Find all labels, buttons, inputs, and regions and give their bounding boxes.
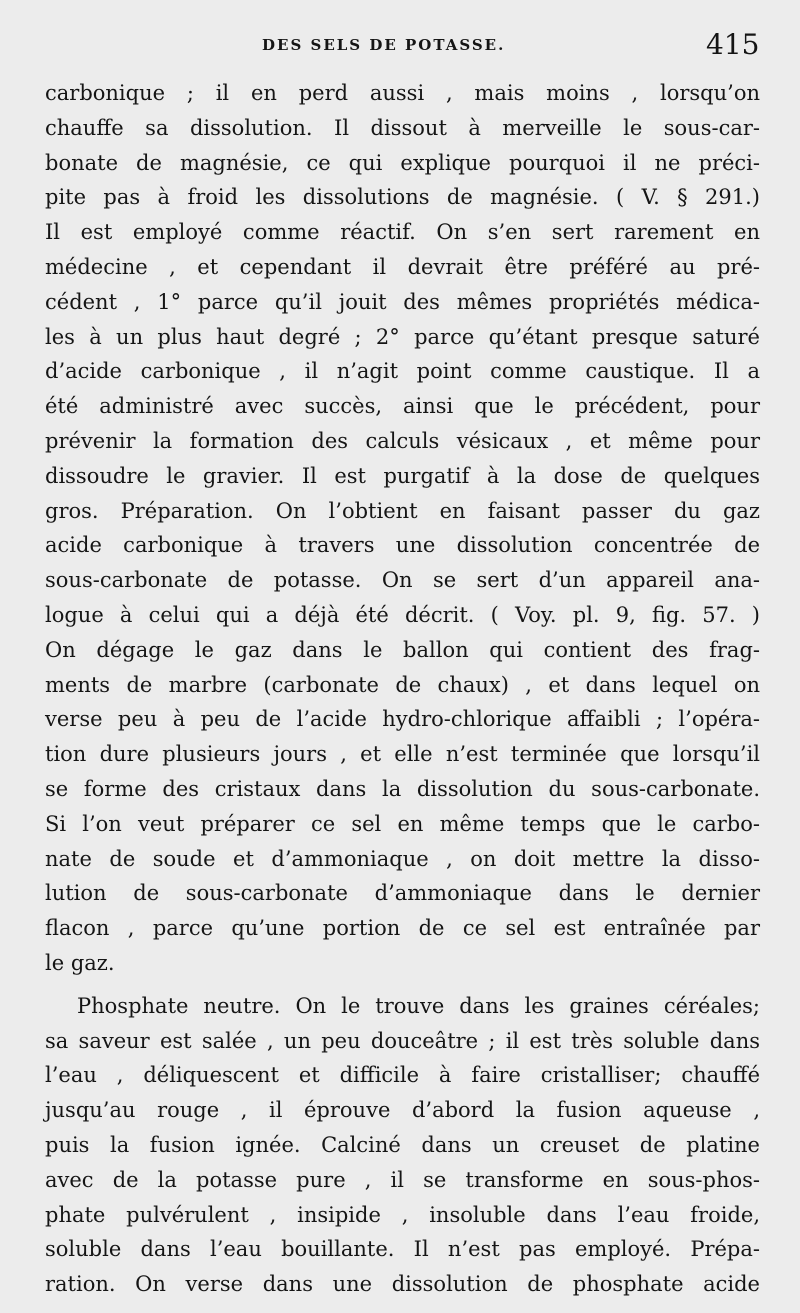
text-line: tion dure plusieurs jours , et elle n’est terminée que lorsqu’il bbox=[45, 742, 760, 767]
text-line: médecine , et cependant il devrait être préféré au pré- bbox=[45, 254, 760, 279]
text-line: verse peu à peu de l’acide hydro-chlorique affaibli ; l’opéra- bbox=[45, 707, 760, 732]
text-line: carbonique ; il en perd aussi , mais moins , lorsqu’on bbox=[45, 81, 760, 105]
text-line: ration. On verse dans une dissolution de phosphate acide bbox=[45, 1272, 760, 1297]
text-line: se forme des cristaux dans la dissolution du sous-carbonate. bbox=[45, 776, 760, 801]
text-line: logue à celui qui a déjà été décrit. ( Voy. pl. 9, fig. 57. ) bbox=[45, 602, 760, 627]
text-line: bonate de magnésie, ce qui explique pourquoi il ne préci- bbox=[45, 150, 760, 175]
text-line: le gaz. bbox=[45, 950, 115, 975]
text-line: soluble dans l’eau bouillante. Il n’est pas employé. Prépa- bbox=[45, 1237, 760, 1262]
paragraph-potassium-bicarbonate bbox=[45, 76, 760, 981]
text-line: Si l’on veut préparer ce sel en même temps que le carbo- bbox=[45, 811, 760, 836]
text-line: d’acide carbonique , il n’agit point comme caustique. Il a bbox=[45, 359, 760, 384]
text-line: cédent , 1° parce qu’il jouit des mêmes propriétés médica- bbox=[45, 289, 760, 314]
text-line: été administré avec succès, ainsi que le précédent, pour bbox=[45, 394, 760, 419]
text-line: prévenir la formation des calculs vésicaux , et même pour bbox=[45, 428, 760, 453]
text-line: sa saveur est salée , un peu douceâtre ; il est très soluble dans bbox=[45, 1028, 760, 1053]
text-line: phate pulvérulent , insipide , insoluble dans l’eau froide, bbox=[45, 1202, 760, 1227]
text-line: jusqu’au rouge , il éprouve d’abord la fusion aqueuse , bbox=[45, 1098, 760, 1123]
text-line: puis la fusion ignée. Calciné dans un creuset de platine bbox=[45, 1132, 760, 1157]
running-head: DES SELS DE POTASSE. bbox=[262, 36, 506, 54]
text-line: gros. Préparation. On l’obtient en faisant passer du gaz bbox=[45, 498, 760, 523]
text-line: Il est employé comme réactif. On s’en sert rarement en bbox=[45, 220, 760, 245]
text-line: l’eau , déliquescent et difficile à faire cristalliser; chauffé bbox=[45, 1063, 760, 1088]
text-line: avec de la potasse pure , il se transforme en sous-phos- bbox=[45, 1167, 760, 1192]
text-line: lution de sous-carbonate d’ammoniaque dans le dernier bbox=[45, 881, 760, 906]
text-line: les à un plus haut degré ; 2° parce qu’étant presque saturé bbox=[45, 324, 760, 349]
text-line: acide carbonique à travers une dissolution concentrée de bbox=[45, 533, 760, 558]
text-line: nate de soude et d’ammoniaque , on doit mettre la disso- bbox=[45, 846, 760, 871]
text-line: flacon , parce qu’une portion de ce sel est entraînée par bbox=[45, 916, 760, 941]
text-line: dissoudre le gravier. Il est purgatif à la dose de quelques bbox=[45, 463, 760, 488]
text-line: chauffe sa dissolution. Il dissout à merveille le sous-car- bbox=[45, 115, 760, 140]
page-header bbox=[0, 26, 800, 66]
text-line: On dégage le gaz dans le ballon qui contient des frag- bbox=[45, 637, 760, 662]
text-line: ments de marbre (carbonate de chaux) , et dans lequel on bbox=[45, 672, 760, 697]
page-number: 415 bbox=[706, 28, 760, 61]
text-line: pite pas à froid les dissolutions de magnésie. ( V. § 291.) bbox=[45, 185, 760, 210]
paragraph-neutral-phosphate bbox=[45, 989, 760, 1302]
body-text bbox=[45, 76, 760, 1302]
text-line: Phosphate neutre. On le trouve dans les graines céréales; bbox=[77, 993, 760, 1018]
paragraph-spacing bbox=[45, 981, 760, 989]
text-line: sous-carbonate de potasse. On se sert d’un appareil ana- bbox=[45, 568, 760, 593]
